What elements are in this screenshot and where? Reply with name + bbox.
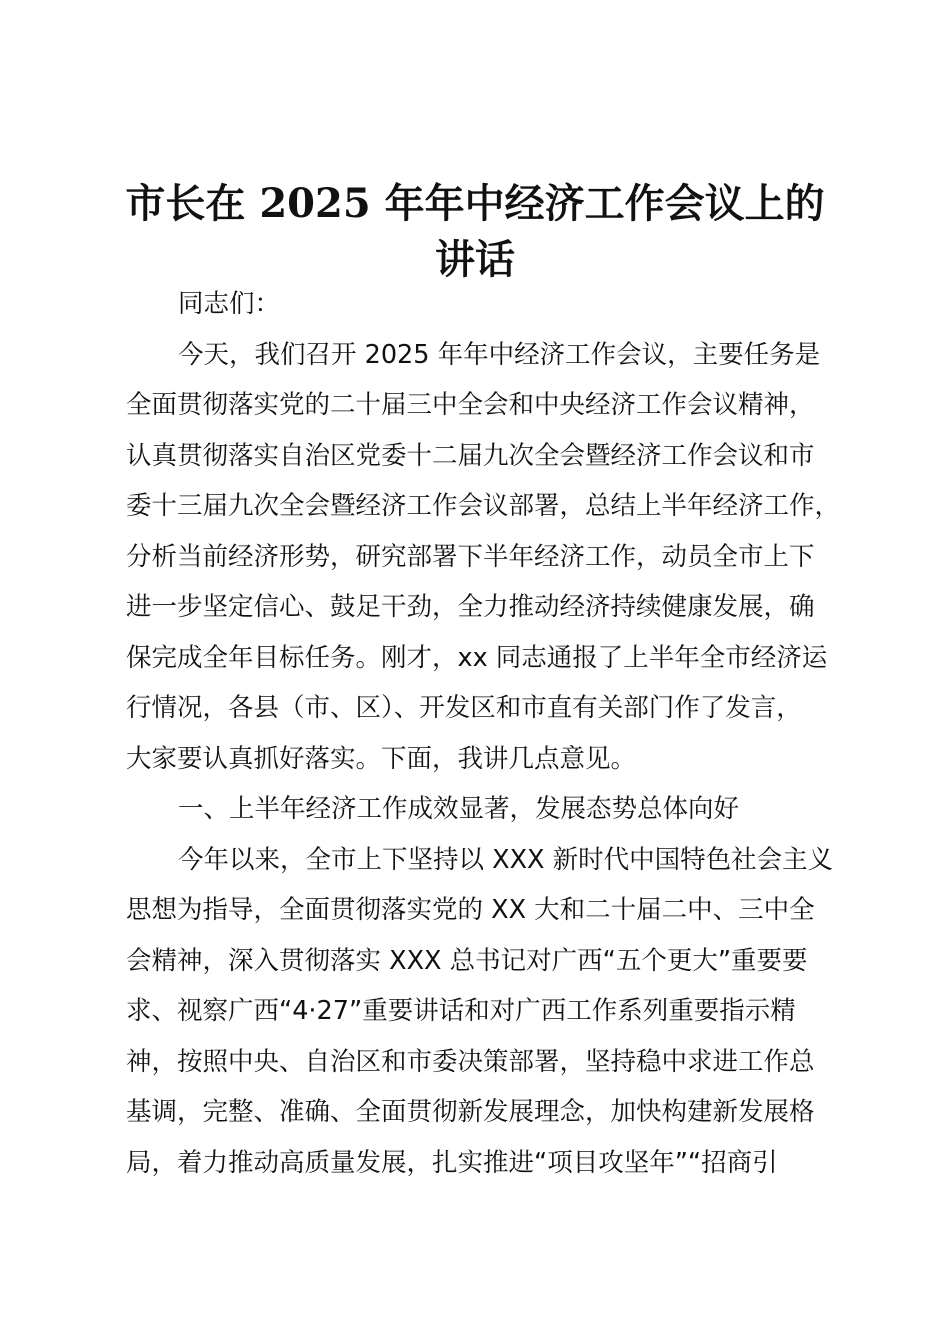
paragraph-line: 今天，我们召开 2025 年年中经济工作会议，主要任务是 bbox=[178, 339, 821, 370]
paragraph-line: 行情况，各县（市、区）、开发区和市直有关部门作了发言， bbox=[126, 693, 802, 723]
paragraph-line: 分析当前经济形势，研究部署下半年经济工作，动员全市上下 bbox=[126, 541, 815, 572]
paragraph-line: 局，着力推动高质量发展，扎实推进“项目攻坚年”“招商引 bbox=[126, 1147, 778, 1178]
paragraph-line: 保完成全年目标任务。刚才，xx 同志通报了上半年全市经济运 bbox=[126, 642, 828, 673]
paragraph-line: 求、视察广西“4·27”重要讲话和对广西工作系列重要指示精 bbox=[126, 996, 796, 1026]
paragraph-line: 会精神，深入贯彻落实 XXX 总书记对广西“五个更大”重要要 bbox=[126, 945, 808, 976]
paragraph-line: 基调，完整、准确、全面贯彻新发展理念，加快构建新发展格 bbox=[126, 1097, 815, 1127]
paragraph-line: 全面贯彻落实党的二十届三中全会和中央经济工作会议精神， bbox=[126, 390, 815, 420]
document-body bbox=[126, 279, 841, 1188]
section-heading: 一、上半年经济工作成效显著，发展态势总体向好 bbox=[178, 794, 740, 824]
paragraph-opening bbox=[126, 330, 841, 785]
title-line-1: 市长在 2025 年年中经济工作会议上的 bbox=[125, 180, 825, 227]
paragraph-line: 大家要认真抓好落实。下面，我讲几点意见。 bbox=[126, 743, 637, 774]
paragraph-section-one bbox=[126, 835, 838, 1189]
salutation: 同志们： bbox=[178, 289, 281, 319]
paragraph-line: 认真贯彻落实自治区党委十二届九次全会暨经济工作会议和市 bbox=[126, 440, 815, 471]
paragraph-line: 今年以来，全市上下坚持以 XXX 新时代中国特色社会主义 bbox=[178, 844, 834, 875]
title-line-2: 讲话 bbox=[435, 236, 515, 283]
paragraph-line: 神，按照中央、自治区和市委决策部署，坚持稳中求进工作总 bbox=[126, 1046, 815, 1077]
document-title bbox=[120, 176, 830, 288]
paragraph-line: 委十三届九次全会暨经济工作会议部署，总结上半年经济工作， bbox=[126, 491, 841, 521]
paragraph-line: 进一步坚定信心、鼓足干劲，全力推动经济持续健康发展，确 bbox=[126, 592, 815, 622]
paragraph-line: 思想为指导，全面贯彻落实党的 XX 大和二十届二中、三中全 bbox=[126, 895, 815, 925]
